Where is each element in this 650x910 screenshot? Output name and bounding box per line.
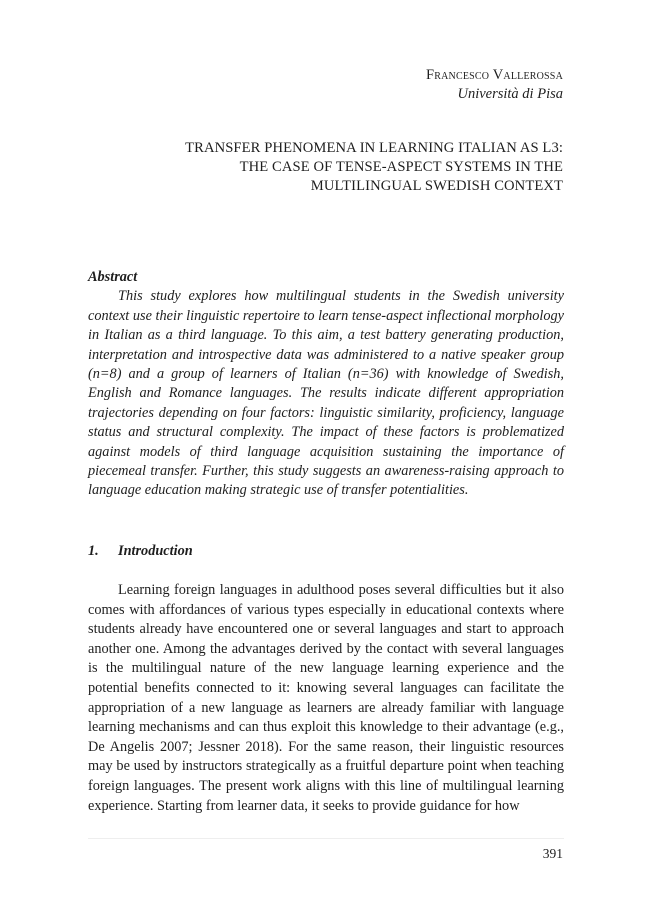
abstract-section xyxy=(88,268,564,501)
author-name: Francesco Vallerossa xyxy=(425,67,563,83)
introduction-paragraph: Learning foreign languages in adulthood poses several difficulties but it also comes with affordances of various types especially in educational contexts where students already have encountered one or several languages and start to approach another one. Among the advantages derived by the contact with several languages is the multilingual nature of the new language learning experience and the potential benefits connected to it: knowing several languages can facilitate the appropriation of a new language as learners are already familiar with language learning mechanisms and can thus exploit this knowledge to their advantage (e.g., De Angelis 2007; Jessner 2018). For the same reason, their linguistic resources may be used by instructors strategically as a fruitful departure point when teaching foreign languages. The present work aligns with this line of multilingual learning experience. Starting from learner data, it seeks to provide guidance for how xyxy=(88,582,564,814)
footer-divider xyxy=(88,838,564,839)
author-affiliation: Università di Pisa xyxy=(457,86,563,102)
title-line-2: THE CASE OF TENSE-ASPECT SYSTEMS IN THE xyxy=(239,159,563,175)
section-heading xyxy=(88,543,193,560)
page-number: 391 xyxy=(542,846,563,861)
abstract-heading: Abstract xyxy=(88,269,138,285)
author-block xyxy=(426,66,563,104)
section-number: 1. xyxy=(88,543,99,559)
abstract-text: This study explores how multilingual students in the Swedish university context use their linguistic repertoire to learn tense-aspect inflectional morphology in Italian as a third language. To this aim, a test battery generating production, interpretation and introspective data was administered to a native speaker group (n=8) and a group of learners of Italian (n=36) with knowledge of Swedish, English and Romance languages. The results indicate different appropriation trajectories depending on four factors: linguistic similarity, proficiency, language status and structural complexity. The impact of these factors is problematized against models of third language acquisition sustaining the importance of piecemeal transfer. Further, this study suggests an awareness-raising approach to language education making strategic use of transfer potentialities. xyxy=(88,288,564,499)
title-line-1: TRANSFER PHENOMENA IN LEARNING ITALIAN AS L3: xyxy=(185,140,563,156)
section-title: Introduction xyxy=(118,543,193,559)
paper-title xyxy=(83,139,563,196)
title-line-3: MULTILINGUAL SWEDISH CONTEXT xyxy=(310,178,563,194)
introduction-body xyxy=(88,581,564,816)
